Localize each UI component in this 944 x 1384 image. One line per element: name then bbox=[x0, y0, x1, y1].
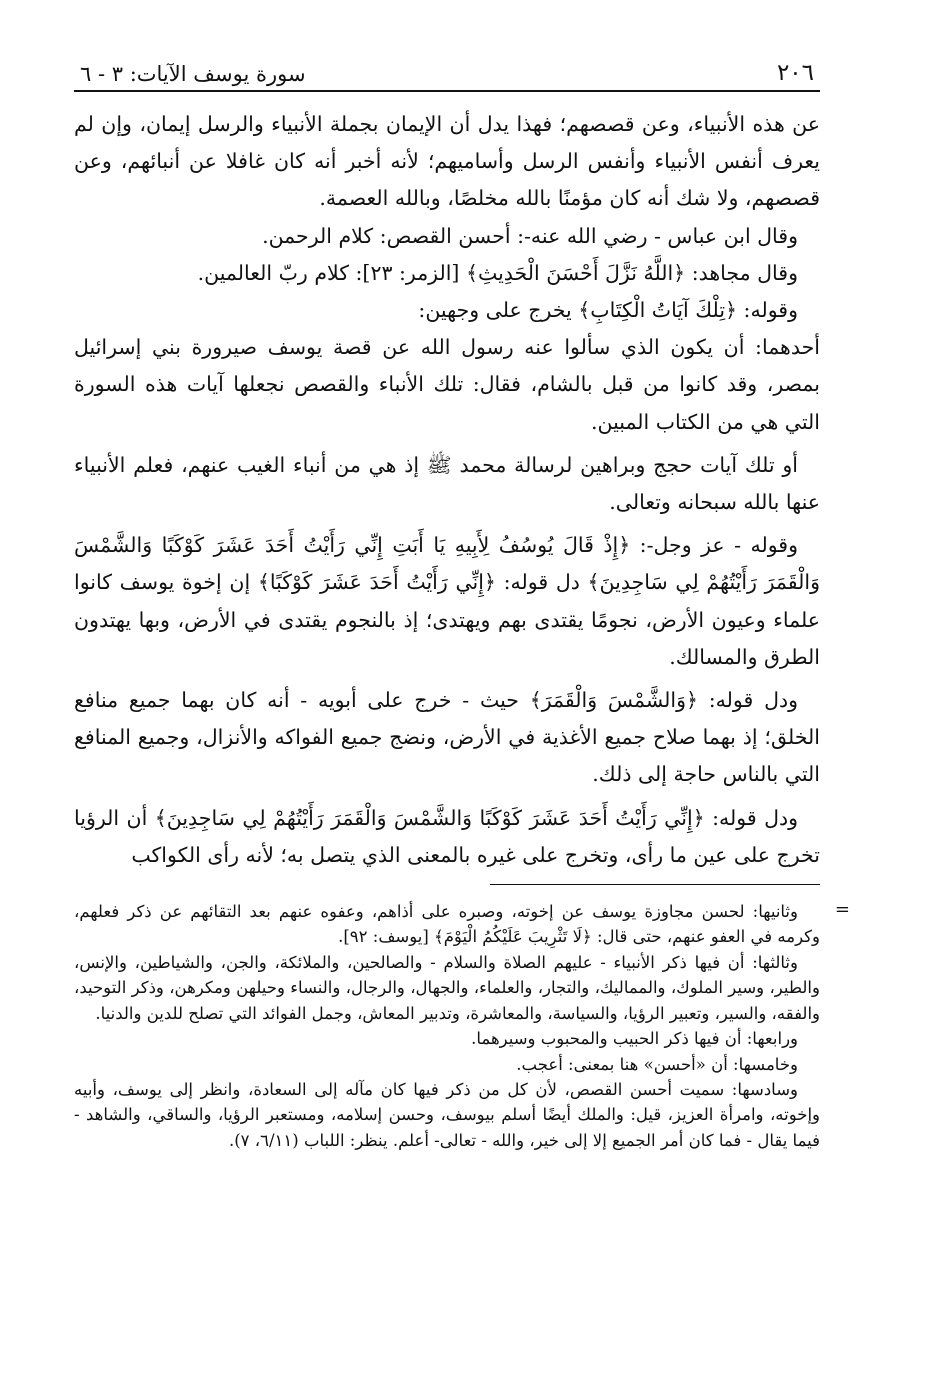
footnote-1: وثانيها: لحسن مجاوزة يوسف عن إخوته، وصبره على أذاهم، وعفوه عنهم بعد التقائهم عن ذكر فعلهم، وكرمه في العفو عنهم، حتى قال: ﴿لَا تَثْرِيبَ عَلَيْكُمُ الْيَوْمَ﴾ [يوسف: ٩٢]. bbox=[74, 902, 820, 947]
book-page bbox=[74, 48, 850, 1153]
paragraph-4: وقوله: ﴿تِلْكَ آيَاتُ الْكِتَابِ﴾ يخرج على وجهين: bbox=[418, 298, 798, 323]
running-title: سورة يوسف الآيات: ٣ - ٦ bbox=[80, 62, 306, 86]
paragraph-7: وقوله - عز وجل-: ﴿إِذْ قَالَ يُوسُفُ لِأَبِيهِ يَا أَبَتِ إِنِّي رَأَيْتُ أَحَدَ عَشَرَ كَوْكَبًا وَالشَّمْسَ وَالْقَمَرَ رَأَيْتُهُمْ لِي سَاجِدِينَ﴾ دل قوله: ﴿إِنِّي رَأَيْتُ أَحَدَ عَشَرَ كَوْكَبًا﴾ إن إخوة يوسف كانوا علماء وعيون الأرض، نجومًا يقتدى بهم ويهتدى؛ إذ بالنجوم يقتدى في الأرض، وبها يهتدون الطرق والمسالك. bbox=[74, 533, 820, 669]
footnote-5: وسادسها: سميت أحسن القصص، لأن كل من ذكر فيها كان مآله إلى السعادة، وانظر إلى يوسف، وأبيه وإخوته، وامرأة العزيز، قيل: والملك أيضًا أسلم بيوسف، وحسن إسلامه، ومستعبر الرؤيا، والساقي، والشاهد - فيما يقال - فما كان أمر الجميع إلا إلى خير، والله - تعالى- أعلم. ينظر: اللباب (٦/١١، ٧). bbox=[74, 1079, 820, 1150]
page-header bbox=[74, 48, 820, 92]
footnote-3: ورابعها: أن فيها ذكر الحبيب والمحبوب وسيرهما. bbox=[471, 1029, 798, 1049]
paragraph-5: أحدهما: أن يكون الذي سألوا عنه رسول الله عن قصة يوسف صيرورة بني إسرائيل بمصر، وقد كانوا من قبل بالشام، فقال: تلك الأنباء والقصص نجعلها آيات هذه السورة التي هي من الكتاب المبين. bbox=[74, 335, 820, 434]
page-number: ٢٠٦ bbox=[776, 60, 814, 86]
paragraph-8: ودل قوله: ﴿وَالشَّمْسَ وَالْقَمَرَ﴾ حيث - خرج على أبويه - أنه كان بهما جميع منافع الخلق؛ إذ بهما صلاح جميع الأغذية في الأرض، ونضج جميع الفواكه والأنزال، وجميع المنافع التي بالناس حاجة إلى ذلك. bbox=[74, 688, 820, 787]
footnote-2: وثالثها: أن فيها ذكر الأنبياء - عليهم الصلاة والسلام - والصالحين، والملائكة، والجن، والشياطين، والإنس، والطير، وسير الملوك، والمماليك، والتجار، والعلماء، والجهال، والرجال، والنساء وحيلهن ومكرهن، وذكر التوحيد، والفقه، والسير، وتعبير الرؤيا، والسياسة، والمعاشرة، وتدبير المعاش، وجمل الفوائد التي تصلح للدين والدنيا. bbox=[74, 952, 820, 1023]
footnote-separator bbox=[490, 884, 820, 885]
footnotes bbox=[74, 899, 850, 1153]
paragraph-6: أو تلك آيات حجج وبراهين لرسالة محمد ﷺ إذ هي من أنباء الغيب عنهم، فعلم الأنبياء عنها بالله سبحانه وتعالى. bbox=[74, 452, 820, 515]
footnote-continuation-mark: = bbox=[834, 899, 850, 921]
paragraph-2: وقال ابن عباس - رضي الله عنه-: أحسن القصص: كلام الرحمن. bbox=[262, 223, 798, 248]
main-text bbox=[74, 106, 820, 874]
footnote-4: وخامسها: أن «أحسن» هنا بمعنى: أعجب. bbox=[516, 1054, 798, 1074]
paragraph-9: ودل قوله: ﴿إِنِّي رَأَيْتُ أَحَدَ عَشَرَ كَوْكَبًا وَالشَّمْسَ وَالْقَمَرَ رَأَيْتُهُمْ لِي سَاجِدِينَ﴾ أن الرؤيا تخرج على عين ما رأى، وتخرج على غيره بالمعنى الذي يتصل به؛ لأنه رأى الكواكب bbox=[74, 805, 820, 867]
paragraph-1: عن هذه الأنبياء، وعن قصصهم؛ فهذا يدل أن الإيمان بجملة الأنبياء والرسل إيمان، وإن لم يعرف أنفس الأنبياء وأنفس الرسل وأساميهم؛ لأنه أخبر أنه كان غافلا عن أنبائهم، وعن قصصهم، ولا شك أنه كان مؤمنًا بالله مخلصًا، وبالله العصمة. bbox=[74, 112, 820, 211]
paragraph-3: وقال مجاهد: ﴿اللَّهُ نَزَّلَ أَحْسَنَ الْحَدِيثِ﴾ [الزمر: ٢٣]: كلام ربّ العالمين. bbox=[197, 260, 798, 285]
